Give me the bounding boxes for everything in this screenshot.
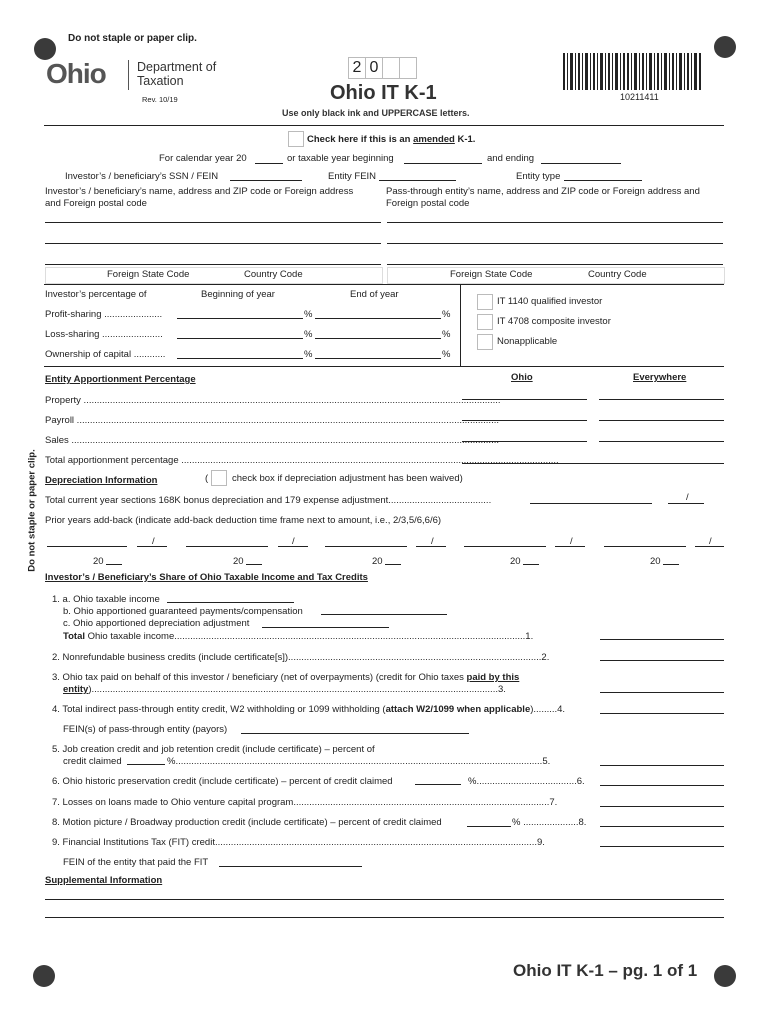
prior-timeframe-4[interactable]: [555, 546, 585, 547]
line-4-fein-field[interactable]: [241, 733, 469, 734]
prior-amount-5[interactable]: [604, 546, 686, 547]
entity-address-line-1[interactable]: [387, 222, 723, 223]
prior-amount-4[interactable]: [464, 546, 546, 547]
line-6-label-2: %......................................6.: [468, 776, 585, 787]
payroll-label: Payroll ................................................................................................................................................................: [45, 415, 499, 426]
depreciation-waived-checkbox[interactable]: [211, 470, 227, 486]
it1140-checkbox[interactable]: [477, 294, 493, 310]
everywhere-column-header: Everywhere: [633, 372, 687, 383]
codes-rule: [44, 284, 724, 285]
investor-name-label-2: and Foreign postal code: [45, 198, 147, 209]
line-2-label: 2. Nonrefundable business credits (include certificate[s])................................................................................................2.: [52, 652, 550, 663]
investor-address-line-1[interactable]: [45, 222, 381, 223]
prior-slash-3: /: [431, 536, 434, 547]
and-ending-field[interactable]: [541, 163, 621, 164]
profit-sharing-end[interactable]: [315, 318, 441, 319]
line-9-fein-field[interactable]: [219, 866, 362, 867]
prior-amount-3[interactable]: [325, 546, 407, 547]
line-5-percent-field[interactable]: [127, 764, 165, 765]
line-6-label: 6. Ohio historic preservation credit (include certificate) – percent of credit claimed: [52, 776, 393, 787]
pct-sign: %: [442, 349, 451, 360]
year-digit-2: 0: [365, 57, 383, 79]
apportionment-heading: Entity Apportionment Percentage: [45, 374, 196, 385]
entity-foreign-state-label: Foreign State Code: [450, 269, 533, 280]
profit-sharing-begin[interactable]: [177, 318, 303, 319]
line-3-label-1: 3. Ohio tax paid on behalf of this investor / beneficiary (net of overpayments) (credit for Ohio taxes paid by this: [52, 672, 520, 683]
supplemental-heading: Supplemental Information: [45, 875, 163, 886]
prior-year-3: 20: [372, 556, 383, 567]
it4708-checkbox[interactable]: [477, 314, 493, 330]
taxable-year-begin-field[interactable]: [404, 163, 482, 164]
entity-fein-label: Entity FEIN: [328, 171, 377, 182]
prior-year-1: 20: [93, 556, 104, 567]
revision-date: Rev. 10/19: [142, 95, 178, 104]
end-of-year-label: End of year: [350, 289, 399, 300]
ownership-begin[interactable]: [177, 358, 303, 359]
amended-label: Check here if this is an amended K-1.: [307, 134, 476, 145]
barcode: [563, 53, 703, 90]
header-rule: [44, 125, 724, 126]
investor-name-label-1: Investor’s / beneficiary’s name, address and ZIP code or Foreign address: [45, 186, 354, 197]
line-1-amount[interactable]: [600, 639, 724, 640]
property-label: Property ..............................................................................................................................................................: [45, 395, 501, 406]
year-digit-3[interactable]: [382, 57, 400, 79]
percentage-rule: [44, 366, 724, 367]
line-7-label: 7. Losses on loans made to Ohio venture capital program.................................................................................................7.: [52, 797, 558, 808]
entity-country-code-label: Country Code: [588, 269, 647, 280]
amended-checkbox[interactable]: [288, 131, 304, 147]
prior-year-2: 20: [233, 556, 244, 567]
line-4-fein-label: FEIN(s) of pass-through entity (payors): [63, 724, 228, 735]
line-6-amount[interactable]: [600, 785, 724, 786]
entity-name-label-1: Pass-through entity’s name, address and ZIP code or Foreign address and: [386, 186, 700, 197]
it4708-label: IT 4708 composite investor: [497, 316, 611, 327]
footer-page-label: Ohio IT K-1 – pg. 1 of 1: [513, 961, 698, 980]
sales-label: Sales ..................................................................................................................................................................: [45, 435, 499, 446]
prior-slash-4: /: [570, 536, 573, 547]
taxable-year-label: or taxable year beginning: [287, 153, 394, 164]
calendar-year-field[interactable]: [255, 163, 283, 164]
calendar-year-label: For calendar year 20: [159, 153, 247, 164]
entity-address-line-2[interactable]: [387, 243, 723, 244]
total-apportionment-label: Total apportionment percentage ...............................................................................................................................................: [45, 455, 562, 466]
line-5-label-1: 5. Job creation credit and job retention credit (include certificate) – percent of: [52, 744, 375, 755]
entity-type-field[interactable]: [564, 180, 642, 181]
investor-foreign-codes[interactable]: [45, 267, 383, 284]
ohio-logo: Ohio: [46, 58, 106, 89]
investor-ssn-field[interactable]: [230, 180, 302, 181]
prior-slash-2: /: [292, 536, 295, 547]
registration-dot-top-right: [714, 36, 736, 58]
payroll-ohio[interactable]: [462, 420, 587, 421]
prior-year-5: 20: [650, 556, 661, 567]
supplemental-line-2[interactable]: [45, 917, 724, 918]
entity-fein-field[interactable]: [379, 180, 456, 181]
entity-type-label: Entity type: [516, 171, 561, 182]
prior-slash-1: /: [152, 536, 155, 547]
line-9-label: 9. Financial Institutions Tax (FIT) credit..........................................................................................................................9.: [52, 837, 545, 848]
department-line-1: Department of: [137, 60, 217, 74]
ownership-label: Ownership of capital ............: [45, 349, 166, 360]
depreciation-heading: Depreciation Information: [45, 475, 158, 486]
ownership-end[interactable]: [315, 358, 441, 359]
prior-amount-1[interactable]: [47, 546, 127, 547]
line-3-amount[interactable]: [600, 692, 724, 693]
line-7-amount[interactable]: [600, 806, 724, 807]
pct-sign: %: [442, 329, 451, 340]
it1140-label: IT 1140 qualified investor: [497, 296, 603, 307]
line-4-amount[interactable]: [600, 713, 724, 714]
percentage-heading: Investor’s percentage of: [45, 289, 147, 300]
total-apportionment-field[interactable]: [462, 463, 724, 464]
form-title: Ohio IT K-1: [330, 82, 437, 104]
line-3-label-2: entity)..........................................................................................................................................................3.: [63, 684, 506, 695]
year-digit-4[interactable]: [399, 57, 417, 79]
line-9-amount[interactable]: [600, 846, 724, 847]
side-staple-note: Do not staple or paper clip.: [26, 449, 38, 572]
bonus-depreciation-amount[interactable]: [530, 503, 652, 504]
loss-sharing-end[interactable]: [315, 338, 441, 339]
line-1c-field[interactable]: [262, 627, 389, 628]
nonapplicable-label: Nonapplicable: [497, 336, 558, 347]
line-2-amount[interactable]: [600, 660, 724, 661]
investor-address-line-2[interactable]: [45, 243, 381, 244]
prior-timeframe-2[interactable]: [278, 546, 308, 547]
line-1a-label: 1. a. Ohio taxable income: [52, 594, 160, 605]
property-everywhere[interactable]: [599, 399, 724, 400]
prior-year-2-field[interactable]: [246, 564, 262, 565]
staple-note: Do not staple or paper clip.: [68, 33, 197, 44]
line-6-percent-field[interactable]: [415, 784, 461, 785]
entity-address-line-3[interactable]: [387, 264, 723, 265]
property-ohio[interactable]: [462, 399, 587, 400]
line-4-label: 4. Total indirect pass-through entity credit, W2 withholding or 1099 withholding (attach W2/1099 when applicable).........4.: [52, 704, 566, 715]
entity-foreign-codes[interactable]: [387, 267, 725, 284]
pct-sign: %: [304, 329, 313, 340]
line-8-label: 8. Motion picture / Broadway production credit (include certificate) – percent of credit claimed: [52, 817, 442, 828]
prior-year-4: 20: [510, 556, 521, 567]
sales-everywhere[interactable]: [599, 441, 724, 442]
prior-year-1-field[interactable]: [106, 564, 122, 565]
ohio-column-header: Ohio: [511, 372, 533, 383]
and-ending-label: and ending: [487, 153, 535, 164]
investor-foreign-state-label: Foreign State Code: [107, 269, 190, 280]
registration-dot-bottom-right: [714, 965, 736, 987]
line-8-percent-field[interactable]: [467, 826, 511, 827]
beginning-of-year-label: Beginning of year: [201, 289, 275, 300]
logo-divider: [128, 60, 129, 90]
prior-year-5-field[interactable]: [663, 564, 679, 565]
percentage-divider: [460, 284, 461, 366]
line-1c-label: c. Ohio apportioned depreciation adjustment: [63, 618, 250, 629]
nonapplicable-checkbox[interactable]: [477, 334, 493, 350]
line-5-percent-label: credit claimed: [63, 756, 122, 767]
line-1b-label: b. Ohio apportioned guaranteed payments/compensation: [63, 606, 303, 617]
pct-sign: %: [304, 309, 313, 320]
waived-paren: (: [205, 473, 209, 484]
prior-amount-2[interactable]: [186, 546, 268, 547]
registration-dot-top-left: [34, 38, 56, 60]
loss-sharing-label: Loss-sharing .......................: [45, 329, 163, 340]
bonus-slash: /: [686, 492, 689, 503]
prior-timeframe-5[interactable]: [695, 546, 724, 547]
prior-timeframe-3[interactable]: [416, 546, 446, 547]
loss-sharing-begin[interactable]: [177, 338, 303, 339]
year-digit-1: 2: [348, 57, 366, 79]
instructions: Use only black ink and UPPERCASE letters.: [282, 108, 470, 118]
bonus-depreciation-timeframe[interactable]: [668, 503, 704, 504]
line-5-amount[interactable]: [600, 765, 724, 766]
registration-dot-bottom-left: [33, 965, 55, 987]
prior-years-label: Prior years add-back (indicate add-back deduction time frame next to amount, i.e., 2/3,5/6,6/6): [45, 515, 442, 526]
investor-address-line-3[interactable]: [45, 264, 381, 265]
profit-sharing-label: Profit-sharing ......................: [45, 309, 163, 320]
line-1a-field[interactable]: [167, 602, 294, 603]
payroll-everywhere[interactable]: [599, 420, 724, 421]
line-8-label-2: % .....................8.: [512, 817, 587, 828]
investor-country-code-label: Country Code: [244, 269, 303, 280]
line-5-label-2: %...........................................................................................................................................5.: [167, 756, 551, 767]
pct-sign: %: [442, 309, 451, 320]
line-1-total-label: Total Ohio taxable income.....................................................................................................................................1.: [63, 631, 534, 642]
prior-timeframe-1[interactable]: [137, 546, 167, 547]
share-heading: Investor’s / Beneficiary’s Share of Ohio Taxable Income and Tax Credits: [45, 572, 368, 583]
bonus-depreciation-label: Total current year sections 168K bonus depreciation and 179 expense adjustment.......................................: [45, 495, 492, 506]
supplemental-line-1[interactable]: [45, 899, 724, 900]
sales-ohio[interactable]: [462, 441, 587, 442]
barcode-number: 10211411: [620, 92, 659, 102]
prior-year-4-field[interactable]: [523, 564, 539, 565]
line-8-amount[interactable]: [600, 826, 724, 827]
line-1b-field[interactable]: [321, 614, 447, 615]
prior-slash-5: /: [709, 536, 712, 547]
department-line-2: Taxation: [137, 74, 184, 88]
pct-sign: %: [304, 349, 313, 360]
prior-year-3-field[interactable]: [385, 564, 401, 565]
investor-ssn-label: Investor’s / beneficiary’s SSN / FEIN: [65, 171, 219, 182]
entity-name-label-2: Foreign postal code: [386, 198, 470, 209]
depreciation-waived-label: check box if depreciation adjustment has been waived): [232, 473, 463, 484]
line-9-fein-label: FEIN of the entity that paid the FIT: [63, 857, 209, 868]
